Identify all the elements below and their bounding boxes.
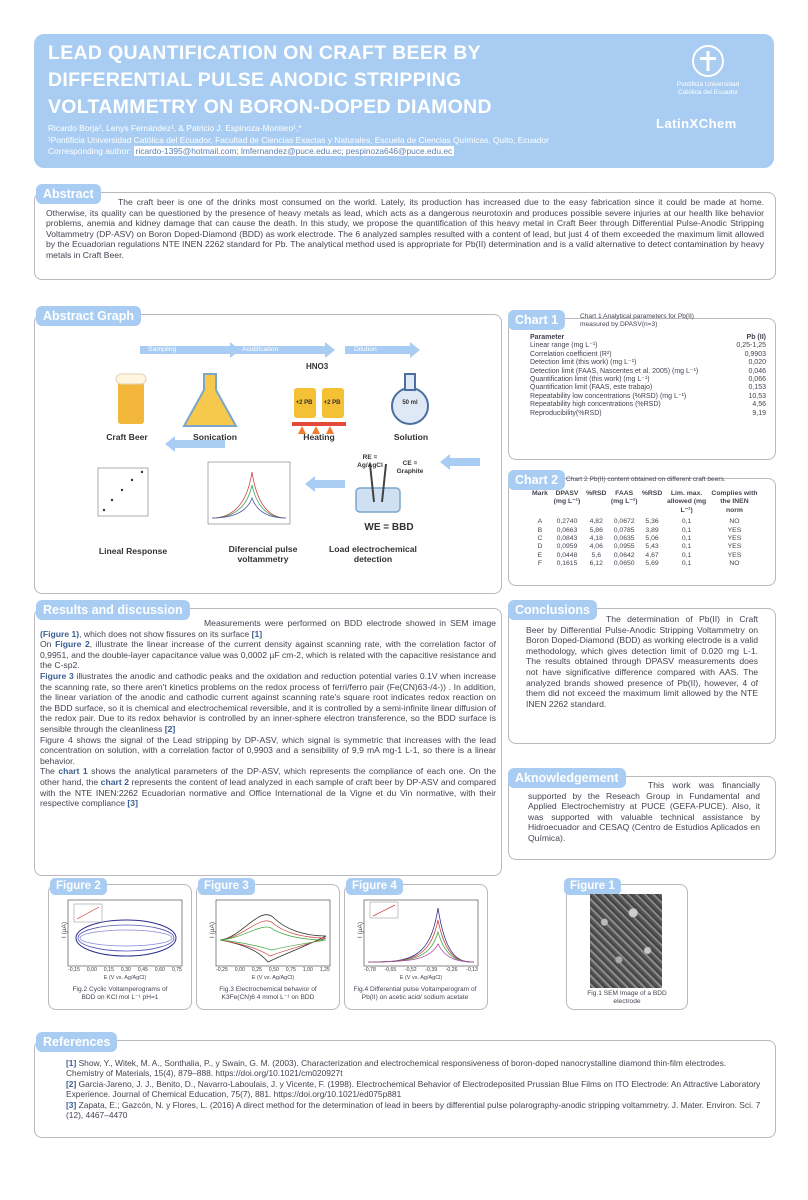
step-dpv: Diferencial pulse voltammetry <box>228 544 298 564</box>
figure4-ylabel: I (µA) <box>357 921 364 939</box>
step-craft-beer: Craft Beer <box>106 432 148 442</box>
x-tick-label: 0,75 <box>285 967 296 973</box>
figure4-caption: Fig.4 Differential pulse Voltamperogram of Pb(II) on acetic acid/ sodium acetate <box>353 986 477 1001</box>
x-tick-label: -0,13 <box>466 967 478 973</box>
step-sonication: Sonication <box>193 432 237 442</box>
chart2-row: A 0,2740 4,82 0,0672 5,36 0,1 NO <box>537 518 740 526</box>
figure1-label: Figure 1 <box>564 878 621 895</box>
acknowledgement-label: Aknowledgement <box>508 768 626 788</box>
x-tick-label: 1,25 <box>319 967 330 973</box>
chart1-row: Reproducibility(%RSD) 9,19 <box>530 409 766 417</box>
x-tick-label: 0,15 <box>103 967 114 973</box>
results-label: Results and discussion <box>36 600 190 620</box>
references-list <box>66 1058 766 1120</box>
chart1-label: Chart 1 <box>508 310 565 330</box>
x-tick-label: 0,25 <box>251 967 262 973</box>
chart1-row: Quantification limit (FAAS, este trabajo) 0,153 <box>530 384 766 392</box>
chart2-row: B 0,0663 5,86 0,0785 3,89 0,1 YES <box>537 526 742 534</box>
chart1-row: Detection limit (this work) (mg L⁻¹) 0,020 <box>530 359 766 367</box>
re-label: RE = Ag/AgCl <box>357 454 383 469</box>
pb-label-1: +2 PB <box>295 400 313 406</box>
references-label: References <box>36 1032 117 1052</box>
x-tick-label: 0,45 <box>137 967 148 973</box>
step-lineal-response: Lineal Response <box>98 546 168 556</box>
conclusions-label: Conclusions <box>508 600 597 620</box>
chart2-header-row: Mark DPASV (mg L⁻¹) %RSD FAAS (mg L⁻¹) %RSD Lim. max. allowed (mg L⁻¹) Complies with the INEN norm <box>532 490 758 514</box>
figure4-label: Figure 4 <box>346 878 403 895</box>
sem-image <box>590 894 662 988</box>
chart2-table <box>530 490 760 569</box>
ml50-label: 50 ml <box>402 400 418 406</box>
x-tick-label: 1,00 <box>302 967 313 973</box>
flask-icon <box>184 374 236 426</box>
chart1-row: Quantification limit (this work) (mg L⁻¹) 0,066 <box>530 376 766 384</box>
authors-block <box>48 123 618 158</box>
figure3-caption: Fig.3 Electrochemical behavior of K3Fe(CN)6 4 mmol L⁻¹ on BDD <box>219 986 317 1001</box>
x-tick-label: -0,78 <box>364 967 376 973</box>
x-tick-label: -0,52 <box>404 967 417 973</box>
reference-3: [3] Zapata, E.; Gazcón, N. y Flores, L. (2016) A direct method for the determination of lead in beers by differential pulse polarography-anodic stripping voltammetry. J. Mater. Environ. Sci. 7 (12), 4467–4470 <box>66 1099 761 1121</box>
chart1-row: Correlation coefficient (R²) 0,9903 <box>530 350 766 358</box>
title-line-3: VOLTAMMETRY ON BORON-DOPED DIAMOND <box>48 96 492 118</box>
ce-label: CE = Graphite <box>396 460 424 475</box>
abstract-text: The craft beer is one of the drinks most consumed on the world. Lately, its production has increased due to the easy fabrication since it could be made at home. Otherwise, its quality can be questioned by the presence of heavy metals as lead, which acts as a dangerous neurotoxin and produces possible severe injuries at our health like behavior problems, anemia and kidney damage that can cause the death. In this study, we propose the quantification of this heavy metal in Craft Beer through Differential Pulse-Anodic Stripping Voltammetry (DP-ASV) on Boron Doped-Diamond (BDD) as work electrode. The 6 analyzed samples resulted with a content of lead, but just 4 of them exceeded the maximum limit allowed by the Ecuadorian regulations NTE INEN 2262 standard for Pb. The analytical method used is appropriate for Pb(II) determination and is a valid alternative to detect contamination by heavy metals in Craft Beer. <box>46 197 764 260</box>
figure2-x-ticks <box>68 967 182 973</box>
x-tick-label: 0,75 <box>171 967 182 973</box>
x-tick-label: -0,39 <box>425 967 438 973</box>
abstract-label: Abstract <box>36 184 101 204</box>
dpv-plot <box>208 462 290 524</box>
arrow-dilution-label: Dilution <box>354 346 377 353</box>
step-heating: Heating <box>303 432 335 442</box>
chart2-caption: Chart 2 Pb(II) content obtained on different craft beers. <box>566 476 726 483</box>
chart1-header-row: Parameter Pb (II) <box>530 334 766 341</box>
reference-1: [1] Show, Y., Witek, M. A., Sonthalia, P., y Swain, G. M. (2003). Characterization and electrochemical responsiveness of boron-doped nanocrystalline diamond thin-film electrodes. Chemistry of Materials, 15(4), 879–888. https://doi.org/10.1021/cm020927t <box>66 1058 727 1079</box>
arrow-sampling-label: Sampling <box>148 346 177 353</box>
electrochemical-cell-icon <box>356 488 400 512</box>
arrow-left-3 <box>440 454 480 470</box>
we-label: WE = BBD <box>364 522 414 533</box>
figure3-xlabel: E (V vs. Ag/AgCl) <box>251 975 295 981</box>
corresponding: Corresponding author: ricardo-1395@hotmail.com; lmfernandez@puce.edu.ec; pespinoza646@puce.edu.ec <box>48 146 453 156</box>
step-solution: Solution <box>393 432 429 442</box>
hno3-label: HNO3 <box>306 362 329 371</box>
email-links[interactable]: ricardo-1395@hotmail.com; lmfernandez@puce.edu.ec; pespinoza646@puce.edu.ec <box>135 146 453 156</box>
authors: Ricardo Borja¹, Lenys Fernández¹, & Patricio J. Espinoza-Montero¹,* <box>48 123 302 133</box>
reference-2: [2] Garcia-Jareno, J. J., Benito, D., Navarro-Laboulais, J. y Vicente, F. (1998). Electrochemical Behavior of Electrodeposited Prussian Blue Films on ITO Electrode: An Attractive Laboratory Experience. Journal of Chemical Education, 75(7), 881. https://doi.org/10.1021/ed075p881 <box>66 1078 761 1100</box>
title-line-2: DIFFERENTIAL PULSE ANODIC STRIPPING <box>48 69 462 91</box>
figure2-xlabel: E (V vs. Ag/AgCl) <box>103 975 147 981</box>
puce-seal-icon <box>691 44 725 78</box>
x-tick-label: 0,50 <box>268 967 279 973</box>
chart2-label: Chart 2 <box>508 470 565 490</box>
chart1-caption: Chart 1 Analytical parameters for Pb(II) measured by DPASV(n=3) <box>580 313 694 328</box>
x-tick-label: -0,15 <box>68 967 80 973</box>
chart1-row: Repeatability high concentrations (%RSD) 4,56 <box>530 401 766 409</box>
chart2-row: F 0,1615 6,12 0,0650 5,69 0,1 NO <box>537 560 740 568</box>
poster-title <box>48 40 608 121</box>
chart2-row: E 0,0448 5,6 0,0642 4,67 0,1 YES <box>537 551 742 559</box>
chart2-row: C 0,0843 4,18 0,0635 5,06 0,1 YES <box>537 535 742 543</box>
x-tick-label: 0,00 <box>234 967 245 973</box>
chart1-table <box>528 334 768 418</box>
figure2-caption: Fig.2 Cyclic Voltamperograms of BDD on KCl mol L⁻¹ pH=1 <box>72 986 168 1001</box>
figure3-x-ticks <box>216 967 330 973</box>
step-load-detection: Load electrochemical detection <box>329 544 417 564</box>
x-tick-label: -0,26 <box>445 967 458 973</box>
x-tick-label: -0,25 <box>216 967 228 973</box>
puce-logo: Pontificia Universidad Católica del Ecuador <box>676 44 740 97</box>
arrow-acidification-label: Acidification <box>242 346 279 353</box>
beer-glass-icon <box>118 380 144 424</box>
conclusions-text: The determination of Pb(II) in Craft Beer by Differential Pulse-Anodic Stripping Voltammetry on Boron Doped-Diamond (BDD) as working electrode is a valid methodology, which gives detection limit of 0.020 mg L-1. The results obtained through DPASV measurements does not have significative difference compared with AAS. The analyzed brands showed presence of Pb(II), however, 4 of them did not exceed the maximum limit allowed by the NTE INEN 2262 standard. <box>526 614 758 709</box>
figure4-xlabel: E (V vs. Ag/AgCl) <box>399 975 443 981</box>
figure2-label: Figure 2 <box>50 878 107 895</box>
latinxchem-logo: LatinXChem <box>656 116 737 131</box>
chart1-row: Linear range (mg L⁻¹) 0,25-1,25 <box>530 342 766 350</box>
chart1-row: Repeatability low concentrations (%RSD) (mg L⁻¹) 10,53 <box>530 392 766 400</box>
affiliation: ¹Pontificia Universidad Católica del Ecuador, Facultad de Ciencias Exactas y Naturales, Escuela de Ciencias Químicas, Quito, Ecuador <box>48 134 549 145</box>
figure3-label: Figure 3 <box>198 878 255 895</box>
figure4-x-ticks <box>364 967 478 973</box>
abstract-graph-label: Abstract Graph <box>36 306 141 326</box>
lineal-response-plot <box>98 468 148 516</box>
x-tick-label: -0,65 <box>384 967 397 973</box>
x-tick-label: 0,30 <box>120 967 131 973</box>
acknowledgement-text: This work was financially supported by the Reseach Group in Fundamental and Applied Electrochemistry at PUCE (GEFA-PUCE). Also, it was supported with valuable technical assistance by Hidroecuador and CESAQ (Centro de Estudios Aplicados en Química). <box>528 780 760 843</box>
pb-label-2: +2 PB <box>323 400 341 406</box>
figure3-ylabel: I (µA) <box>209 921 216 939</box>
figure2-ylabel: I (µA) <box>61 921 68 939</box>
x-tick-label: 0,60 <box>154 967 165 973</box>
figure1-caption: Fig.1 SEM Image of a BDD electrode <box>587 990 667 1005</box>
title-line-1: LEAD QUANTIFICATION ON CRAFT BEER BY <box>48 42 481 64</box>
x-tick-label: 0,00 <box>86 967 97 973</box>
chart1-row: Detection limit (FAAS, Nascentes et al. 2005) (mg L⁻¹) 0,046 <box>530 367 766 375</box>
arrow-left-2 <box>305 476 345 492</box>
chart2-row: D 0,0959 4,06 0,0955 5,43 0,1 YES <box>537 543 742 551</box>
results-text: Measurements were performed on BDD electrode showed in SEM image (Figure 1), which does not show fissures on its surface [1] On Figure 2, illustrate the linear increase of the current density against scanning rate, with the correlation factor of 0,9951, and the double-layer capacitance value was 0,0002 µF cm-2, which is related with the capacitive resistance and the C-sp2. Figure 3 illustrates the anodic and cathodic peaks and the oxidation and reduction potential varies 0.1V when increase the scanning rate, so there aren't kinetics problems on the redox process of ferri/ferro pair (Fe(CN)63-/4-)) . In addition, the linear variation of the anodic and cathodic current against scanning rate's square root indicates redox reaction on the BDD surface, so it is chemical and electrochemical reversible, and it is controlled by a semi-infinite linear diffusion of the redox pair. Due to its redox behavior is controlled by an inner-sphere electron transference, so the BDD surface is sensible through the cleanliness [2] Figure 4 shows the signal of the Lead stripping by DP-ASV, which signal is symmetric that increases with the lead concentration on solution, with a correlation factor of 0,9903 and a sensibility of 9,9 mA mg-1 L-1, so there is a linear behavior. The chart 1 shows the analytical parameters of the DP-ASV, which represents the compliance of each one. On the other hand, the chart 2 represents the content of lead analyzed in each sample of craft beer by DP-ASV and compared with the NTE INEN:2262 Ecuadorian normative and Office International de la Vigne et du Vin normative, with their respective compliance [3] <box>40 618 497 809</box>
